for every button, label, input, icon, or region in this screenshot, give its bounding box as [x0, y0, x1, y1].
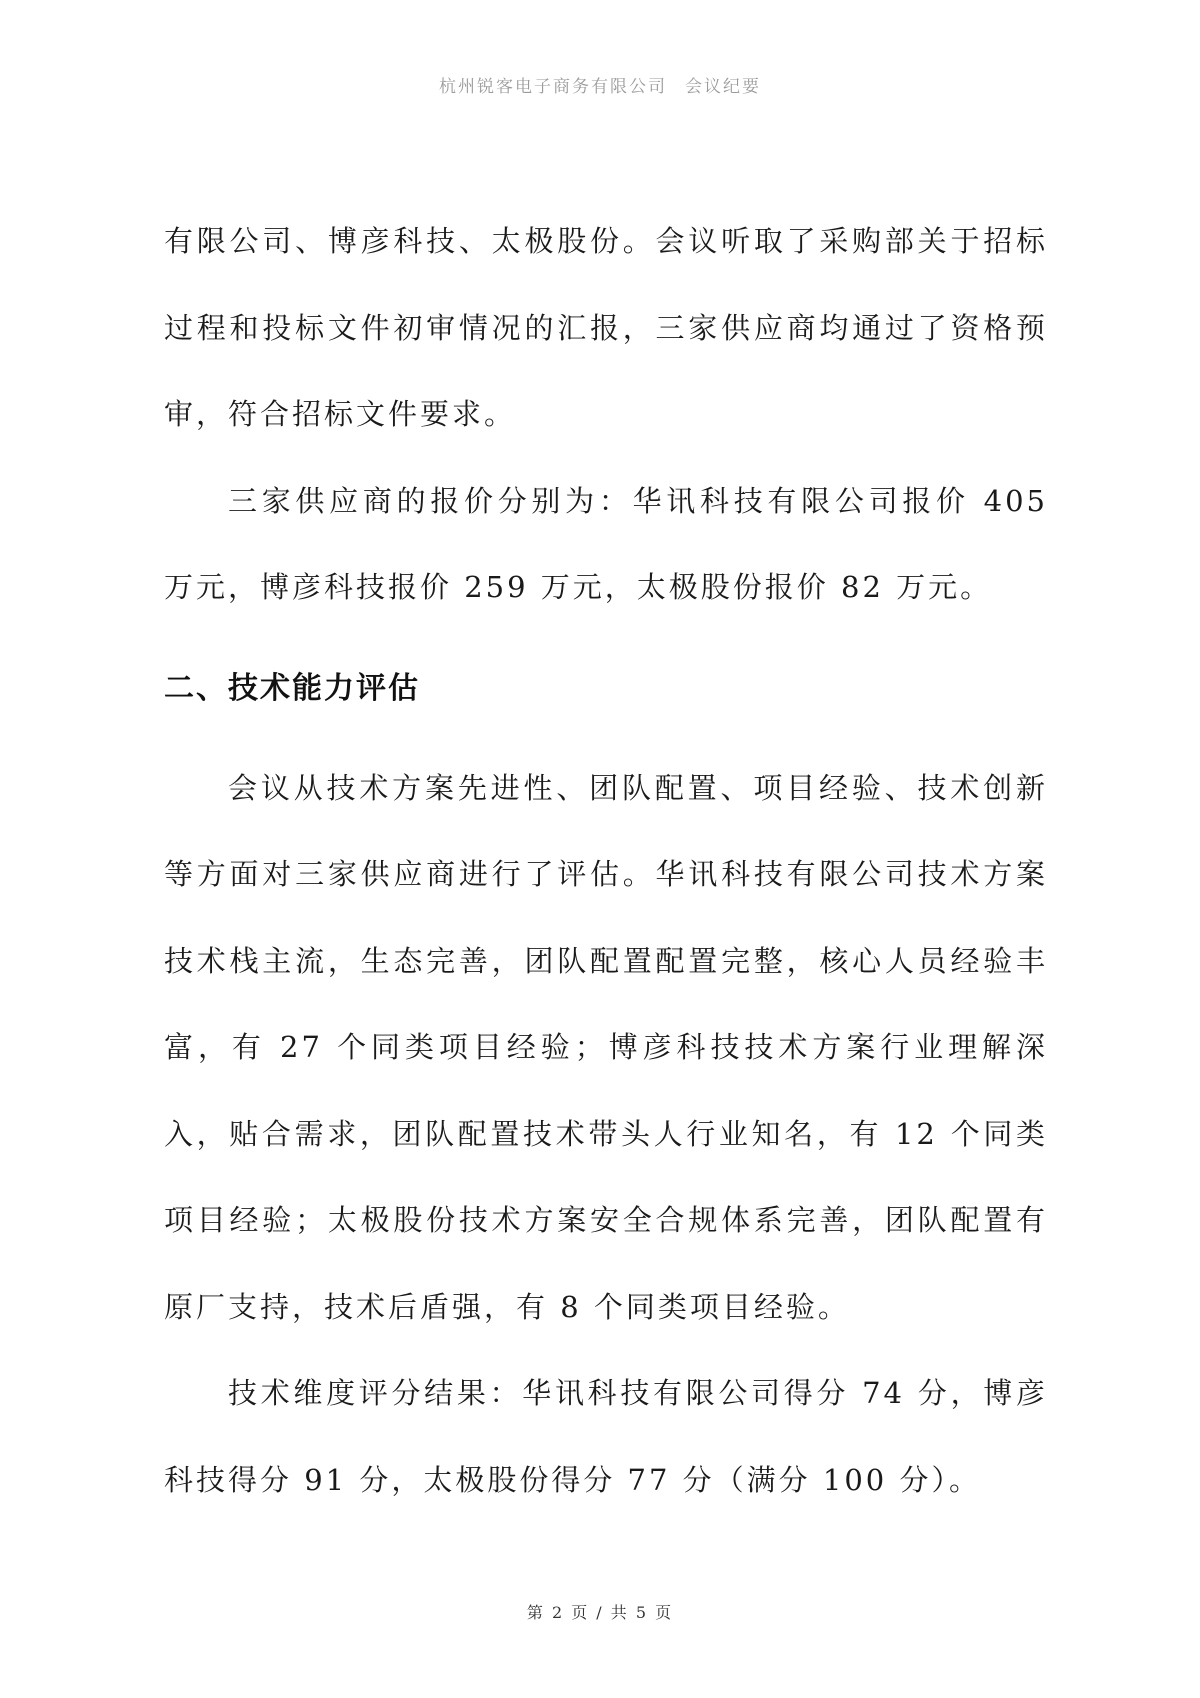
- page-header: [0, 72, 1200, 97]
- header-doc-type: 会议纪要: [685, 77, 761, 97]
- paragraph-technical-scores: 技术维度评分结果：华讯科技有限公司得分 74 分，博彦科技得分 91 分，太极股份得分 77 分（满分 100 分）。: [164, 1376, 1048, 1497]
- document-body: [164, 198, 1048, 1523]
- paragraph-quotes: 三家供应商的报价分别为：华讯科技有限公司报价 405 万元，博彦科技报价 259 万元，太极股份报价 82 万元。: [164, 483, 1048, 604]
- section-heading-technical: 二、技术能力评估: [164, 670, 420, 706]
- header-company: 杭州锐客电子商务有限公司: [439, 77, 667, 97]
- paragraph-attendees-continued: 有限公司、博彦科技、太极股份。会议听取了采购部关于招标过程和投标文件初审情况的汇报，三家供应商均通过了资格预审，符合招标文件要求。: [164, 224, 1048, 431]
- page-number: 第 2 页 / 共 5 页: [526, 1603, 674, 1622]
- paragraph-technical-evaluation: 会议从技术方案先进性、团队配置、项目经验、技术创新等方面对三家供应商进行了评估。华讯科技有限公司技术方案技术栈主流，生态完善，团队配置配置完整，核心人员经验丰富，有 27 个同类项目经验；博彦科技技术方案行业理解深入，贴合需求，团队配置技术带头人行业知名，有 12 个同类项目经验；太极股份技术方案安全合规体系完善，团队配置有原厂支持，技术后盾强，有 8 个同类项目经验。: [164, 770, 1048, 1324]
